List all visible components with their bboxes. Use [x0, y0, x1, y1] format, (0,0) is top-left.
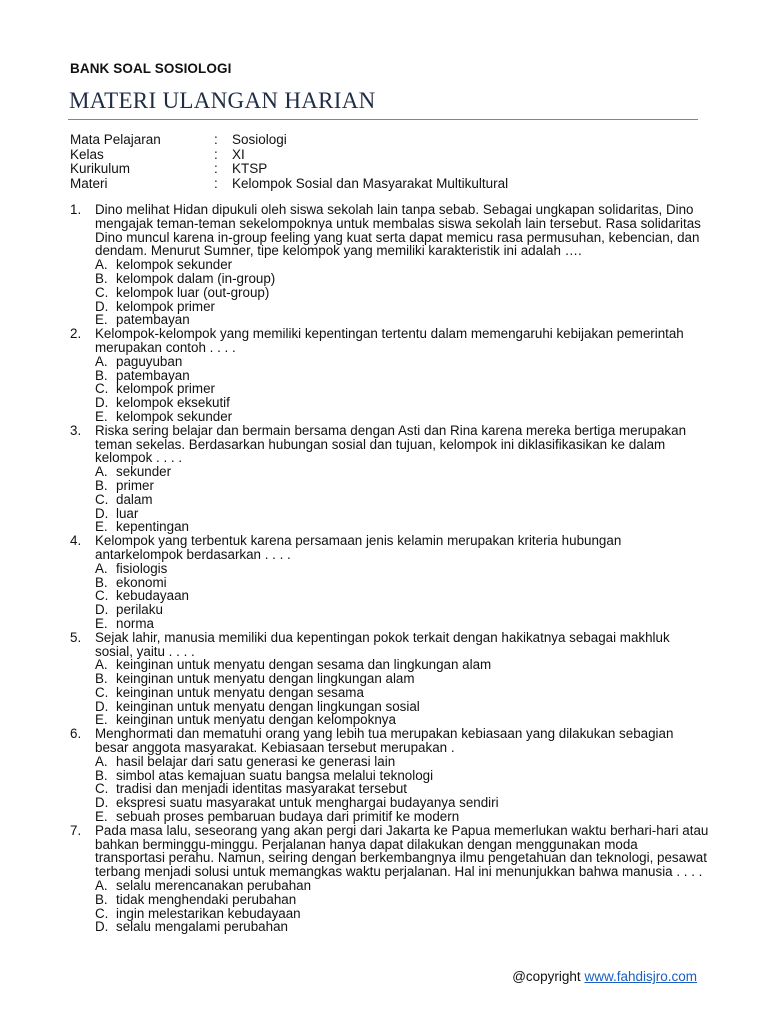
option-letter: A.: [95, 560, 108, 576]
answer-option: [95, 893, 710, 907]
info-label: Materi: [70, 175, 108, 191]
option-text: keinginan untuk menyatu dengan lingkungan alam: [116, 671, 415, 687]
option-text: selalu mengalami perubahan: [116, 919, 288, 935]
option-letter: D.: [95, 395, 109, 411]
answer-option: [95, 658, 710, 672]
answer-option: [95, 796, 710, 810]
option-letter: D.: [95, 795, 109, 811]
question-item: [70, 424, 710, 534]
option-text: tidak menghendaki perubahan: [116, 891, 297, 907]
option-text: norma: [116, 615, 154, 631]
option-text: kepentingan: [116, 519, 189, 535]
question-number: 4.: [70, 533, 82, 549]
question-number: 5.: [70, 629, 82, 645]
answer-option: [95, 700, 710, 714]
info-label: Kelas: [70, 146, 104, 162]
option-letter: C.: [95, 684, 109, 700]
answer-option: [95, 782, 710, 796]
option-text: ekonomi: [116, 574, 167, 590]
option-text: fisiologis: [116, 560, 168, 576]
question-text: Kelompok yang terbentuk karena persamaan jenis kelamin merupakan kriteria hubungan antarkelompok berdasarkan . . . .: [95, 533, 622, 562]
option-letter: C.: [95, 588, 109, 604]
option-text: keinginan untuk menyatu dengan lingkungan sosial: [116, 698, 420, 714]
question-number: 1.: [70, 202, 82, 217]
option-letter: A.: [95, 753, 108, 769]
option-letter: E.: [95, 712, 108, 728]
option-letter: C.: [95, 491, 109, 507]
answer-option: [95, 520, 710, 534]
answer-option: [95, 907, 710, 921]
option-letter: E.: [95, 615, 108, 631]
option-letter: E.: [95, 408, 108, 424]
option-letter: B.: [95, 891, 108, 907]
info-value: XI: [232, 146, 245, 162]
option-letter: C.: [95, 284, 109, 300]
question-text: Pada masa lalu, seseorang yang akan pergi dari Jakarta ke Papua memerlukan waktu berhari-hari atau bahkan berminggu-minggu. Perjalanan hanya dapat dilakukan dengan menggunakan moda transportasi perahu. Namun, seiring dengan berkembangnya ilmu pengetahuan dan teknologi, pesawat terbang menjadi solusi untuk memangkas waktu perjalanan. Hal ini menunjukkan bahwa manusia . . . .: [95, 822, 709, 880]
option-letter: B.: [95, 767, 108, 783]
answer-option: [95, 576, 710, 590]
answer-option: [95, 355, 710, 369]
option-letter: D.: [95, 298, 109, 314]
option-text: tradisi dan menjadi identitas masyarakat tersebut: [116, 781, 408, 797]
option-text: primer: [116, 477, 154, 493]
answer-option: [95, 272, 710, 286]
option-text: perilaku: [116, 602, 163, 618]
option-text: kelompok primer: [116, 381, 215, 397]
option-text: kelompok eksekutif: [116, 395, 230, 411]
answer-option: [95, 810, 710, 824]
option-text: ekspresi suatu masyarakat untuk menghargai budayanya sendiri: [116, 795, 499, 811]
question-list: [70, 203, 710, 934]
answer-option: [95, 686, 710, 700]
option-text: ingin melestarikan kebudayaan: [116, 905, 301, 921]
answer-option: [95, 589, 710, 603]
info-separator: :: [214, 132, 218, 147]
answer-option: [95, 258, 710, 272]
info-separator: :: [214, 161, 218, 176]
option-text: kebudayaan: [116, 588, 189, 604]
answer-option: [95, 755, 710, 769]
question-text: Dino melihat Hidan dipukuli oleh siswa sekolah lain tanpa sebab. Sebagai ungkapan solidaritas, Dino mengajak teman-teman sekelompoknya untuk membalas siswa sekolah lain tersebut. Rasa solidaritas Dino muncul karena in-group feeling yang kuat serta dapat memicu rasa permusuhan, kebencian, dan dendam. Menurut Sumner, tipe kelompok yang memiliki karakteristik ini adalah ….: [95, 202, 701, 259]
question-item: [70, 824, 710, 934]
option-text: keinginan untuk menyatu dengan sesama: [116, 684, 364, 700]
question-number: 6.: [70, 726, 82, 742]
answer-option: [95, 313, 710, 327]
info-separator: :: [214, 146, 218, 162]
answer-option: [95, 465, 710, 479]
option-text: patembayan: [116, 367, 190, 383]
option-letter: D.: [95, 505, 109, 521]
option-text: kelompok primer: [116, 298, 215, 314]
option-text: patembayan: [116, 312, 190, 328]
option-text: selalu merencanakan perubahan: [116, 878, 312, 894]
option-text: paguyuban: [116, 353, 183, 369]
option-text: keinginan untuk menyatu dengan sesama dan lingkungan alam: [116, 657, 492, 673]
question-number: 7.: [70, 822, 82, 838]
option-letter: D.: [95, 602, 109, 618]
option-letter: A.: [95, 353, 108, 369]
info-label: Mata Pelajaran: [70, 132, 161, 147]
answer-option: [95, 286, 710, 300]
answer-option: [95, 300, 710, 314]
answer-option: [95, 769, 710, 783]
option-text: hasil belajar dari satu generasi ke generasi lain: [116, 753, 396, 769]
option-letter: B.: [95, 477, 108, 493]
option-letter: E.: [95, 519, 108, 535]
info-value: KTSP: [232, 161, 268, 176]
question-item: [70, 203, 710, 327]
question-item: [70, 534, 710, 631]
info-value: Kelompok Sosial dan Masyarakat Multikultural: [232, 175, 509, 191]
info-label: Kurikulum: [70, 161, 131, 176]
answer-option: [95, 479, 710, 493]
option-letter: A.: [95, 464, 108, 480]
page-title: MATERI ULANGAN HARIAN: [69, 88, 376, 113]
info-separator: :: [214, 175, 218, 191]
answer-option: [95, 617, 710, 631]
answer-option: [95, 920, 710, 934]
option-letter: D.: [95, 919, 109, 935]
question-text: Menghormati dan mematuhi orang yang lebih tua merupakan kebiasaan yang dilakukan sebagian besar anggota masyarakat. Kebiasaan tersebut merupakan .: [95, 726, 674, 756]
bank-title: BANK SOAL SOSIOLOGI: [70, 61, 232, 76]
option-letter: A.: [95, 257, 108, 273]
answer-option: [95, 396, 710, 410]
answer-option: [95, 369, 710, 383]
answer-option: [95, 410, 710, 424]
option-text: simbol atas kemajuan suatu bangsa melalui teknologi: [116, 767, 434, 783]
option-letter: B.: [95, 270, 108, 286]
option-text: keinginan untuk menyatu dengan kelompoknya: [116, 712, 396, 728]
footer: [512, 969, 697, 984]
option-text: kelompok sekunder: [116, 408, 233, 424]
title-divider: [68, 119, 698, 120]
question-text: Riska sering belajar dan bermain bersama dengan Asti dan Rina karena mereka bertiga merupakan teman sekelas. Berdasarkan hubungan sosial dan tujuan, kelompok ini diklasifikasikan ke dalam kelompok . . . .: [95, 422, 687, 466]
option-text: kelompok sekunder: [116, 257, 233, 273]
option-letter: B.: [95, 574, 108, 590]
question-text: Kelompok-kelompok yang memiliki kepentingan tertentu dalam memengaruhi kebijakan pemerintah merupakan contoh . . . .: [95, 326, 684, 355]
question-text: Sejak lahir, manusia memiliki dua kepentingan pokok terkait dengan hakikatnya sebagai makhluk sosial, yaitu . . . .: [95, 629, 670, 659]
option-letter: C.: [95, 381, 109, 397]
answer-option: [95, 493, 710, 507]
question-number: 3.: [70, 422, 82, 438]
answer-option: [95, 603, 710, 617]
answer-option: [95, 713, 710, 727]
website-link[interactable]: www.fahdisjro.com: [584, 969, 697, 984]
option-letter: C.: [95, 905, 109, 921]
option-letter: B.: [95, 671, 108, 687]
option-text: sekunder: [116, 464, 172, 480]
option-text: luar: [116, 505, 139, 521]
answer-option: [95, 879, 710, 893]
question-number: 2.: [70, 326, 82, 342]
option-letter: D.: [95, 698, 109, 714]
option-text: kelompok dalam (in-group): [116, 270, 276, 286]
option-letter: B.: [95, 367, 108, 383]
info-value: Sosiologi: [232, 132, 287, 147]
question-item: [70, 327, 710, 424]
question-item: [70, 631, 710, 728]
option-text: sebuah proses pembaruan budaya dari primitif ke modern: [116, 809, 460, 825]
option-letter: A.: [95, 657, 108, 673]
answer-option: [95, 562, 710, 576]
option-text: dalam: [116, 491, 153, 507]
option-text: kelompok luar (out-group): [116, 284, 270, 300]
answer-option: [95, 672, 710, 686]
option-letter: A.: [95, 878, 108, 894]
answer-option: [95, 382, 710, 396]
option-letter: E.: [95, 312, 108, 328]
answer-option: [95, 507, 710, 521]
option-letter: E.: [95, 809, 108, 825]
question-item: [70, 727, 710, 824]
option-letter: C.: [95, 781, 109, 797]
copyright-text: @copyright: [512, 969, 581, 984]
